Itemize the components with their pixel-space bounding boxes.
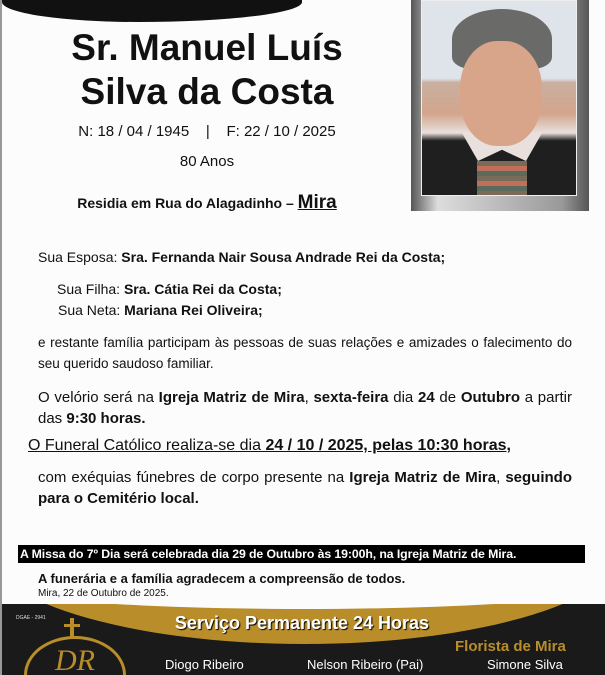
license-number: DGAE - 2941 xyxy=(16,615,46,621)
relation-label: Sua Esposa: xyxy=(38,249,118,265)
family-granddaughter xyxy=(58,302,263,318)
deceased-photo xyxy=(421,0,577,196)
dateline: Mira, 22 de Outubro de 2025. xyxy=(38,588,169,599)
service-banner: Serviço Permanente 24 Horas xyxy=(174,613,430,633)
thanks-text: A funerária e a família agradecem a compreensão de todos. xyxy=(38,571,406,586)
top-decoration xyxy=(2,0,302,22)
family-name: Sra. Fernanda Nair Sousa Andrade Rei da Costa; xyxy=(121,249,446,265)
deceased-name-line1: Sr. Manuel Luís xyxy=(71,27,343,68)
family-daughter xyxy=(57,281,282,297)
missa-banner: A Missa do 7º Dia será celebrada dia 29 de Outubro às 19:00h, na Igreja Matriz de Mira. xyxy=(18,545,585,563)
florist-name: Florista de Mira xyxy=(455,638,566,655)
relation-label: Sua Neta: xyxy=(58,302,121,318)
staff-name: Diogo Ribeiro xyxy=(165,657,244,672)
residence-text: Residia em Rua do Alagadinho – xyxy=(77,195,298,211)
family-name: Mariana Rei Oliveira; xyxy=(124,302,263,318)
residence xyxy=(22,192,392,214)
wake-info: O velório será na Igreja Matriz de Mira, sexta-feira dia 24 de Outubro a partir das 9:30 horas. xyxy=(38,389,572,427)
funeral-info: O Funeral Católico realiza-se dia 24 / 10 / 2025, pelas 10:30 horas, xyxy=(28,437,511,454)
residence-city: Mira xyxy=(297,192,337,213)
deceased-name-line2: Silva da Costa xyxy=(80,71,334,112)
funeral-home-logo: DR xyxy=(24,636,126,675)
relation-label: Sua Filha: xyxy=(57,281,121,297)
staff-name: Nelson Ribeiro (Pai) xyxy=(307,657,424,672)
announcement-text: e restante família participam às pessoas de suas relações e amizades o falecimento do seu querido saudoso familiar. xyxy=(38,335,572,371)
staff-name: Simone Silva xyxy=(487,657,563,672)
family-spouse xyxy=(38,249,445,265)
exequias-info: com exéquias fúnebres de corpo presente na Igreja Matriz de Mira, seguindo para o Cemitério local. xyxy=(38,469,572,507)
age: 80 Anos xyxy=(179,153,235,170)
photo-frame xyxy=(411,0,589,211)
birth-death-dates: N: 18 / 04 / 1945 | F: 22 / 10 / 2025 xyxy=(78,123,336,140)
cross-icon xyxy=(70,618,74,638)
family-name: Sra. Cátia Rei da Costa; xyxy=(123,281,282,297)
funeral-home-footer xyxy=(2,604,605,675)
